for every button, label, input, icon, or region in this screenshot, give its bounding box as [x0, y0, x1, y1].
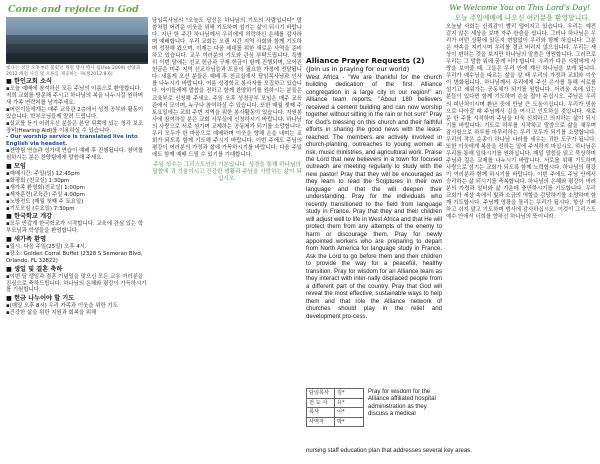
prayer-title: Alliance Prayer Requests (2): [306, 56, 425, 65]
schedule-item: ▪새가족 환영회(친교실) 1:00pm: [6, 184, 85, 191]
staff-row: [307, 408, 364, 418]
staff-role: 전 도 사: [307, 398, 335, 408]
schedule-item: ▪노방전도 (매월 첫째 주 토요일): [6, 198, 84, 205]
staff-name: 이*: [335, 408, 364, 418]
prayer-side-text: Pray for wisdom for the Alliance affiliated hospital administration as they discuss a medical: [368, 389, 436, 418]
staff-role: 사역자: [307, 417, 335, 427]
news-item: ▪오늘 예배에 참석하신 모든 주님의 이름으로 환영합니다. 저희 교회를 방문해 주시고 하나님의 복을 나누시길 원하며 새 가족 연락처를 남겨주세요.: [6, 86, 143, 106]
schedule-title: ■ 모임: [6, 163, 26, 171]
schedule-item: ▪기도모임 (수요일) 7:30pm: [6, 205, 75, 212]
news-item: ▪설교를 듣기 어려우신 분들은 본당 뒤쪽에 있는 청각 보조 장비(Hearing Aid)를 이용하실 수 있습니다.: [6, 120, 144, 134]
korean-school-title: ■ 한국학교 개강: [6, 213, 53, 221]
birthday-title: ■ 생일 및 결혼 축하: [6, 265, 63, 273]
staff-name: 유*: [335, 398, 364, 408]
birthday-text: ▪이번 달 생일과 결혼 기념일을 맞으신 모든 교우 여러분을 진심으로 축하드립니다. 하나님의 은혜와 평강이 가득하시기를 기원합니다.: [6, 273, 147, 294]
share-title: ■ 헌금 나누어야 할 기도: [6, 295, 75, 303]
prayer-body: West Africa - "We are thankful for the church building dedication of the first Alliance congregation in a large city in our region!" an Alliance team reports. "About 180 believers received a cement building and can now worship together without sitting in the rain or hot sun!" Pray for God's blessing on this church and their faithful efforts in sharing the good news with the least-reached. The members are actively involved in church-planting, outreaches to young women at risk, music ministries, and agricultural work. Praise the Lord that new believers in a town for focused outreach are meeting regularly to study with the new pastor! Pray that they will be encouraged as they learn to read the Scriptures in their own language and that the will deepen their understanding. Pray for the individuals who recently transitioned to the field from language study in France. Pray that they and their children will adjust well to life in West Africa and that He will protect them from any attempts of the enemy to harm or discourage them. Pray for newly appointed workers who are preparing to depart from North America for language study in France. Ask the Lord to go before them and their children to provide the way for a peaceful, healthy transition. Pray for wisdom for an Alliance team as they interact with inter-nally displaced people from a different part of the country. Pray that God will reveal the most effective, sustainable ways to help them and that role the Alliance network of churches should play in the relief and development pro-cess.: [306, 75, 442, 320]
left-column: [6, 17, 148, 317]
staff-row: [307, 417, 364, 427]
news-item: ▪찬양팀 연습과 성가대 연습이 예배 후 진행됩니다. 참여를 원하시는 분은 찬양팀에게 말씀해 주세요.: [6, 148, 144, 162]
header-left-title: Come and rejoice in God: [8, 4, 139, 15]
korean-school-text: ▪모두 반갑게 한국학교가 시작합니다. 교육에 관심 있는 학부모님과 학생들을 환영합니다.: [6, 221, 144, 235]
news-item: ▪어린이들에게는 매주 교육관 2층에서 성경 공부와 활동이 있습니다. 학부모님들께 알려 드립니다.: [6, 106, 144, 120]
schedule-item: ▪화평회 (친교실) 1:30pm: [6, 177, 70, 184]
center-footer: 주일 성수는 그리스도인의 기본입니다. 성경을 통해 하나님의 말씀에 귀 기울이시고 건강한 생활과 주님을 사랑하는 삶이 되십시오.: [152, 161, 302, 182]
congregation-photo: [6, 17, 148, 64]
staff-table: [306, 388, 364, 427]
prayer-bottom-text: nursing staff education plan that addresses several key areas.: [306, 448, 472, 454]
right-body-text: 오늘날 사회는 신뢰감이 빨리 떨어지고 있습니다. 우리는 예전 같지 않은 세상을 보며 자주 한숨을 쉽니다. 그러나 하나님은 우리가 어떤 상황에 있든지 변함없이 우리와 함께 하십니다. 그분은 약속을 지키시며 우리를 결코 버리지 않으십니다. 우리는 세상이 변하는 것을 보지만 하나님의 말씀은 영원합니다. 그러므로 우리는 그 말씀 위에 굳게 서야 합니다. 우리가 다른 사람에게 사랑을 보여줄 때, 그들은 우리 안에 계신 하나님을 보게 됩니다. 우리가 예수님을 따르는 삶을 살 때 우리의 가정과 교회와 이웃이 변화됩니다. 하나님께서 우리에게 주신 은사를 통해 서로를 섬기고 세워가는 공동체가 되기를 원합니다. 어려움 속에 있는 분들이 있다면 함께 기도하며 손을 잡아 주십시오. 주님은 우리의 피난처이시며 환난 중에 만날 큰 도움이십니다. 우리가 믿음으로 나아갈 때 주님께서 길을 여시고 인도하실 것입니다. 새로운 한 주를 시작하며 주님을 더욱 신뢰하고 의지하는 삶이 되시기를 바랍니다. 기도로 하루를 시작하고 말씀으로 삶을 채우며 감사함으로 하루를 마무리하는 우리 모두가 되기를 소망합니다. 우리의 작은 순종이 하나님 나라를 세우는 귀한 도구가 됩니다. 또한 이웃에게 복음을 전하는 일에 주저하지 마십시오. 하나님은 우리를 통해 일하시기를 원하십니다. 매일 말씀을 읽고 묵상하며 주님과 깊은 교제를 나누시기 바랍니다. 서로를 위해 기도하며 사랑으로 섬기는 교회가 되도록 함께 노력합시다. 하나님의 평강이 여러분과 함께 하시기를 바랍니다. 이번 주에도 주님 안에서 승리하는 삶 되시기를 축복합니다. 하나님의 은혜와 평강이 여러분의 가정과 일터와 삶 가운데 충만하시기를 기도합니다. 우리 교회가 세상 속에서 빛과 소금의 역할을 감당하기를 소망하며 함께 기도합시다. 주님께 영광을 돌리는 우리가 됩시다. 항상 기뻐하고 쉬지 말고 기도하며 범사에 감사하십시오. 이것이 그리스도 예수 안에서 너희를 향하신 하나님의 뜻이니라.: [446, 24, 596, 221]
header-welcome-en: We Welcome You on This Lord's Day!: [449, 3, 590, 12]
center-column: [152, 18, 302, 183]
schedule-item: ▪예배시간: 주일(일) 12:45pm: [6, 170, 80, 177]
staff-name: 김*: [335, 389, 364, 399]
news-title: ■ 한인교회 소식: [6, 78, 53, 86]
staff-row: [307, 398, 364, 408]
schedule-item: ▪제자훈련(교육관) 주일 4:00pm: [6, 191, 85, 198]
header-welcome-ko: 오늘 주일예배에 나오신 여러분을 환영합니다.: [454, 14, 590, 22]
staff-row: [307, 389, 364, 399]
prayer-subtitle: (Join us in praying for our world): [306, 64, 410, 73]
prayer-requests: [306, 57, 442, 321]
staff-role: 담임목사: [307, 389, 335, 399]
center-body-text: 담임목사님의 "오늘도 당신은 하나님의 기도의 사람입니다" 말씀처럼 어려운 이웃을 위해 기도하며 섬기는 삶이 되시기 바랍니다. 지난 한 주간 하나님께서 우리에게 허락하신 은혜를 감사하며 예배합니다. 우리 교회는 오랜 시간 지역 사회와 함께 기도하며 성장해 왔으며, 이제는 다음 세대를 위한 새로운 사역을 준비하고 있습니다. 교우 여러분의 기도와 관심 부탁드립니다. 특별히 이번 달에는 선교 헌금과 구제 헌금이 함께 진행되며, 모아진 헌금은 미주 지역 선교사님들과 도움이 필요한 가정에 전달됩니다. 새롭게 오신 분들은 예배 후 친교실에서 담임목사님과 인사를 나누시기 바랍니다. 여름 성경학교 봉사자를 모집하고 있습니다. 아이들에게 말씀을 전하고 함께 찬양하기를 원하시는 분들은 교육부로 신청해 주세요. 주일 오후 성경공부 모임은 매주 교육관에서 모이며, 누구나 참여하실 수 있습니다. 또한 매월 셋째 주 토요일에는 교회 주변 지역을 위한 봉사활동이 있습니다. 자원봉사에 참여하실 분은 교회 사무실에 신청하시기 바랍니다. 하나님의 사랑으로 서로 섬기며 교제하는 공동체가 되기를 소망합니다. 우리 모두가 한 마음으로 예배하며 이웃을 향해 손을 내미는 교회가 되도록 함께 기도해 주시기 바랍니다. 이번 주에도 주님의 평강이 여러분의 가정과 삶에 가득하시기를 바랍니다. 다음 주일에도 함께 예배 드릴 수 있기를 기대합니다.: [152, 18, 302, 158]
youth-item: ▪일시: 다음 주일(25일) 오후 4시.: [6, 244, 87, 251]
staff-name: 박*: [335, 417, 364, 427]
share-item: ▪(매일 오후 8시) 우리 가족과 이웃을 위한 기도: [6, 303, 118, 310]
broadcast-en: - Our worship service is translated live into English via headset.: [6, 134, 138, 148]
photo-caption: 빛나는 성탄 오후부터 불렸던 캐럴 행사 행사 됨(Feb 2009) 찬양과 2012 캐럴 사진 및 오류를 제공하는 자(정2012.8.6): [6, 66, 141, 77]
share-item: ▪건강한 삶을 위한 지원과 회복을 위해: [6, 310, 97, 317]
staff-role: 목사: [307, 408, 335, 418]
right-column: [446, 24, 596, 221]
youth-item: ▪장소: Golden Corral Buffet (2328 S Semoran Blvd, Orlando, FL 32822): [6, 250, 143, 264]
youth-title: ■ 새가족 환영: [6, 236, 47, 244]
